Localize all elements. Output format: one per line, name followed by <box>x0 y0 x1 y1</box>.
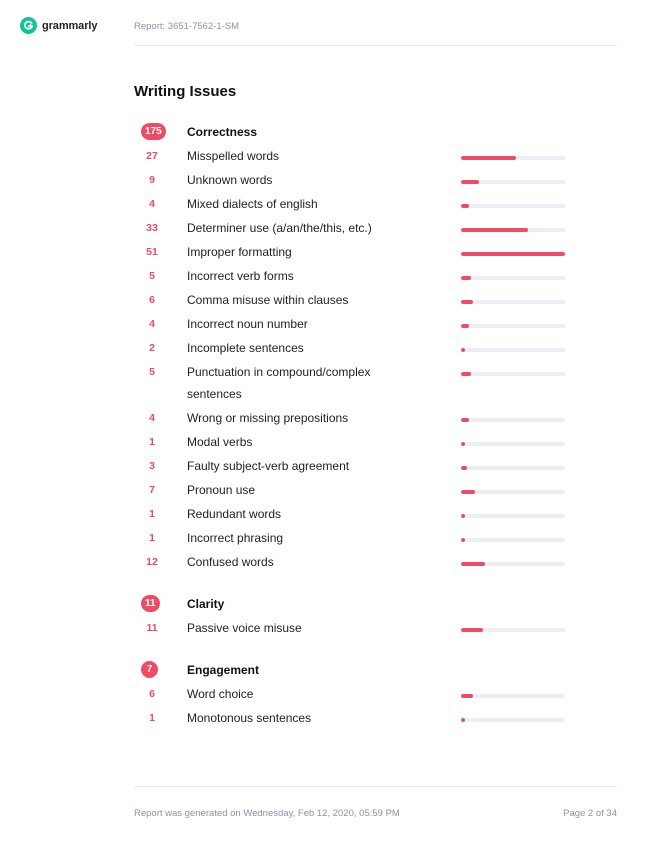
issue-row <box>134 337 574 361</box>
category-correctness <box>134 121 574 575</box>
category-count-badge: 7 <box>141 661 158 678</box>
issue-label: Passive voice misuse <box>187 621 302 635</box>
issue-row <box>134 289 574 313</box>
issue-row <box>134 145 574 169</box>
issue-row <box>134 193 574 217</box>
issue-row <box>134 169 574 193</box>
issue-bar-track <box>461 562 565 566</box>
issue-bar-fill <box>461 228 528 232</box>
page-title: Writing Issues <box>134 83 237 100</box>
footer-divider <box>134 786 617 787</box>
page-number: Page 2 of 34 <box>563 808 617 819</box>
issue-bar-track <box>461 466 565 470</box>
issue-row <box>134 313 574 337</box>
issue-label: Redundant words <box>187 507 282 521</box>
issue-label: Monotonous sentences <box>187 711 312 725</box>
category-name: Engagement <box>187 663 260 677</box>
issue-bar-track <box>461 418 565 422</box>
issue-count: 2 <box>149 342 155 354</box>
category-header <box>134 659 574 683</box>
category-clarity <box>134 593 574 641</box>
issue-count: 9 <box>149 174 155 186</box>
category-count-badge: 11 <box>141 595 160 612</box>
issue-row <box>134 455 574 479</box>
issue-bar-track <box>461 628 565 632</box>
issue-label: Comma misuse within clauses <box>187 293 349 307</box>
issue-label: Incomplete sentences <box>187 341 304 355</box>
issues-list <box>134 121 574 749</box>
issue-count: 27 <box>146 150 158 162</box>
report-id: Report: 3651-7562-1-SM <box>134 21 240 32</box>
grammarly-g-icon <box>20 17 37 34</box>
category-header <box>134 593 574 617</box>
brand-name: grammarly <box>42 19 98 32</box>
header-divider <box>134 45 617 46</box>
issue-bar-fill <box>461 718 465 722</box>
category-name: Correctness <box>187 125 258 139</box>
category-count-badge: 175 <box>141 123 166 140</box>
issue-count: 3 <box>149 460 155 472</box>
category-header <box>134 121 574 145</box>
issue-bar-fill <box>461 252 565 256</box>
issue-row <box>134 217 574 241</box>
generated-timestamp: Report was generated on Wednesday, Feb 12, 2020, 05:59 PM <box>134 808 400 819</box>
issue-count: 1 <box>149 508 155 520</box>
issue-bar-track <box>461 694 565 698</box>
issue-row <box>134 431 574 455</box>
issue-bar-fill <box>461 490 475 494</box>
issue-label: Mixed dialects of english <box>187 197 318 211</box>
category-name: Clarity <box>187 597 225 611</box>
issue-count: 6 <box>149 688 155 700</box>
issue-bar-track <box>461 228 565 232</box>
issue-label: Modal verbs <box>187 435 253 449</box>
issue-bar-track <box>461 348 565 352</box>
issue-bar-track <box>461 718 565 722</box>
issue-count: 5 <box>149 366 155 378</box>
issue-bar-track <box>461 442 565 446</box>
issue-bar-track <box>461 490 565 494</box>
issue-bar-track <box>461 538 565 542</box>
issue-row <box>134 407 574 431</box>
issue-bar-fill <box>461 324 469 328</box>
issue-count: 12 <box>146 556 158 568</box>
issue-bar-fill <box>461 514 465 518</box>
issue-count: 51 <box>146 246 158 258</box>
issue-row <box>134 683 574 707</box>
issue-bar-fill <box>461 372 471 376</box>
issue-label: Misspelled words <box>187 149 280 163</box>
issue-bar-fill <box>461 348 465 352</box>
brand-logo <box>20 17 97 34</box>
issue-count: 33 <box>146 222 158 234</box>
issue-row <box>134 241 574 265</box>
issue-count: 5 <box>149 270 155 282</box>
issue-count: 4 <box>149 412 155 424</box>
issue-bar-track <box>461 180 565 184</box>
issue-bar-track <box>461 372 565 376</box>
issue-count: 1 <box>149 532 155 544</box>
issue-bar-track <box>461 156 565 160</box>
issue-row <box>134 527 574 551</box>
issue-bar-track <box>461 324 565 328</box>
issue-bar-fill <box>461 204 469 208</box>
issue-bar-fill <box>461 628 483 632</box>
issue-count: 11 <box>146 622 158 634</box>
issue-count: 7 <box>149 484 155 496</box>
issue-bar-fill <box>461 562 485 566</box>
issue-bar-fill <box>461 442 465 446</box>
issue-bar-fill <box>461 276 471 280</box>
issue-label: Incorrect verb forms <box>187 269 294 283</box>
category-engagement <box>134 659 574 731</box>
issue-row <box>134 551 574 575</box>
issue-bar-fill <box>461 300 473 304</box>
issue-bar-fill <box>461 156 516 160</box>
issue-row <box>134 265 574 289</box>
issue-count: 4 <box>149 198 155 210</box>
issue-bar-fill <box>461 466 467 470</box>
issue-count: 1 <box>149 436 155 448</box>
report-header <box>0 0 650 46</box>
issue-bar-fill <box>461 180 479 184</box>
issue-count: 6 <box>149 294 155 306</box>
issue-row <box>134 707 574 731</box>
issue-row <box>134 361 574 407</box>
issue-count: 1 <box>149 712 155 724</box>
issue-label: Incorrect noun number <box>187 317 308 331</box>
issue-label: Confused words <box>187 555 274 569</box>
issue-bar-track <box>461 252 565 256</box>
issue-count: 4 <box>149 318 155 330</box>
issue-bar-fill <box>461 418 469 422</box>
issue-label: Incorrect phrasing <box>187 531 284 545</box>
issue-bar-track <box>461 514 565 518</box>
issue-label: Faulty subject-verb agreement <box>187 459 350 473</box>
issue-label: Determiner use (a/an/the/this, etc.) <box>187 221 372 235</box>
issue-row <box>134 617 574 641</box>
issue-bar-track <box>461 276 565 280</box>
issue-bar-fill <box>461 694 473 698</box>
issue-label: Pronoun use <box>187 483 256 497</box>
issue-label: Unknown words <box>187 173 273 187</box>
issue-label: Improper formatting <box>187 245 292 259</box>
issue-label: Word choice <box>187 687 254 701</box>
issue-bar-track <box>461 300 565 304</box>
issue-label: Wrong or missing prepositions <box>187 411 349 425</box>
issue-bar-fill <box>461 538 465 542</box>
issue-row <box>134 479 574 503</box>
issue-label: Punctuation in compound/complex sentences <box>187 365 371 401</box>
issue-bar-track <box>461 204 565 208</box>
issue-row <box>134 503 574 527</box>
